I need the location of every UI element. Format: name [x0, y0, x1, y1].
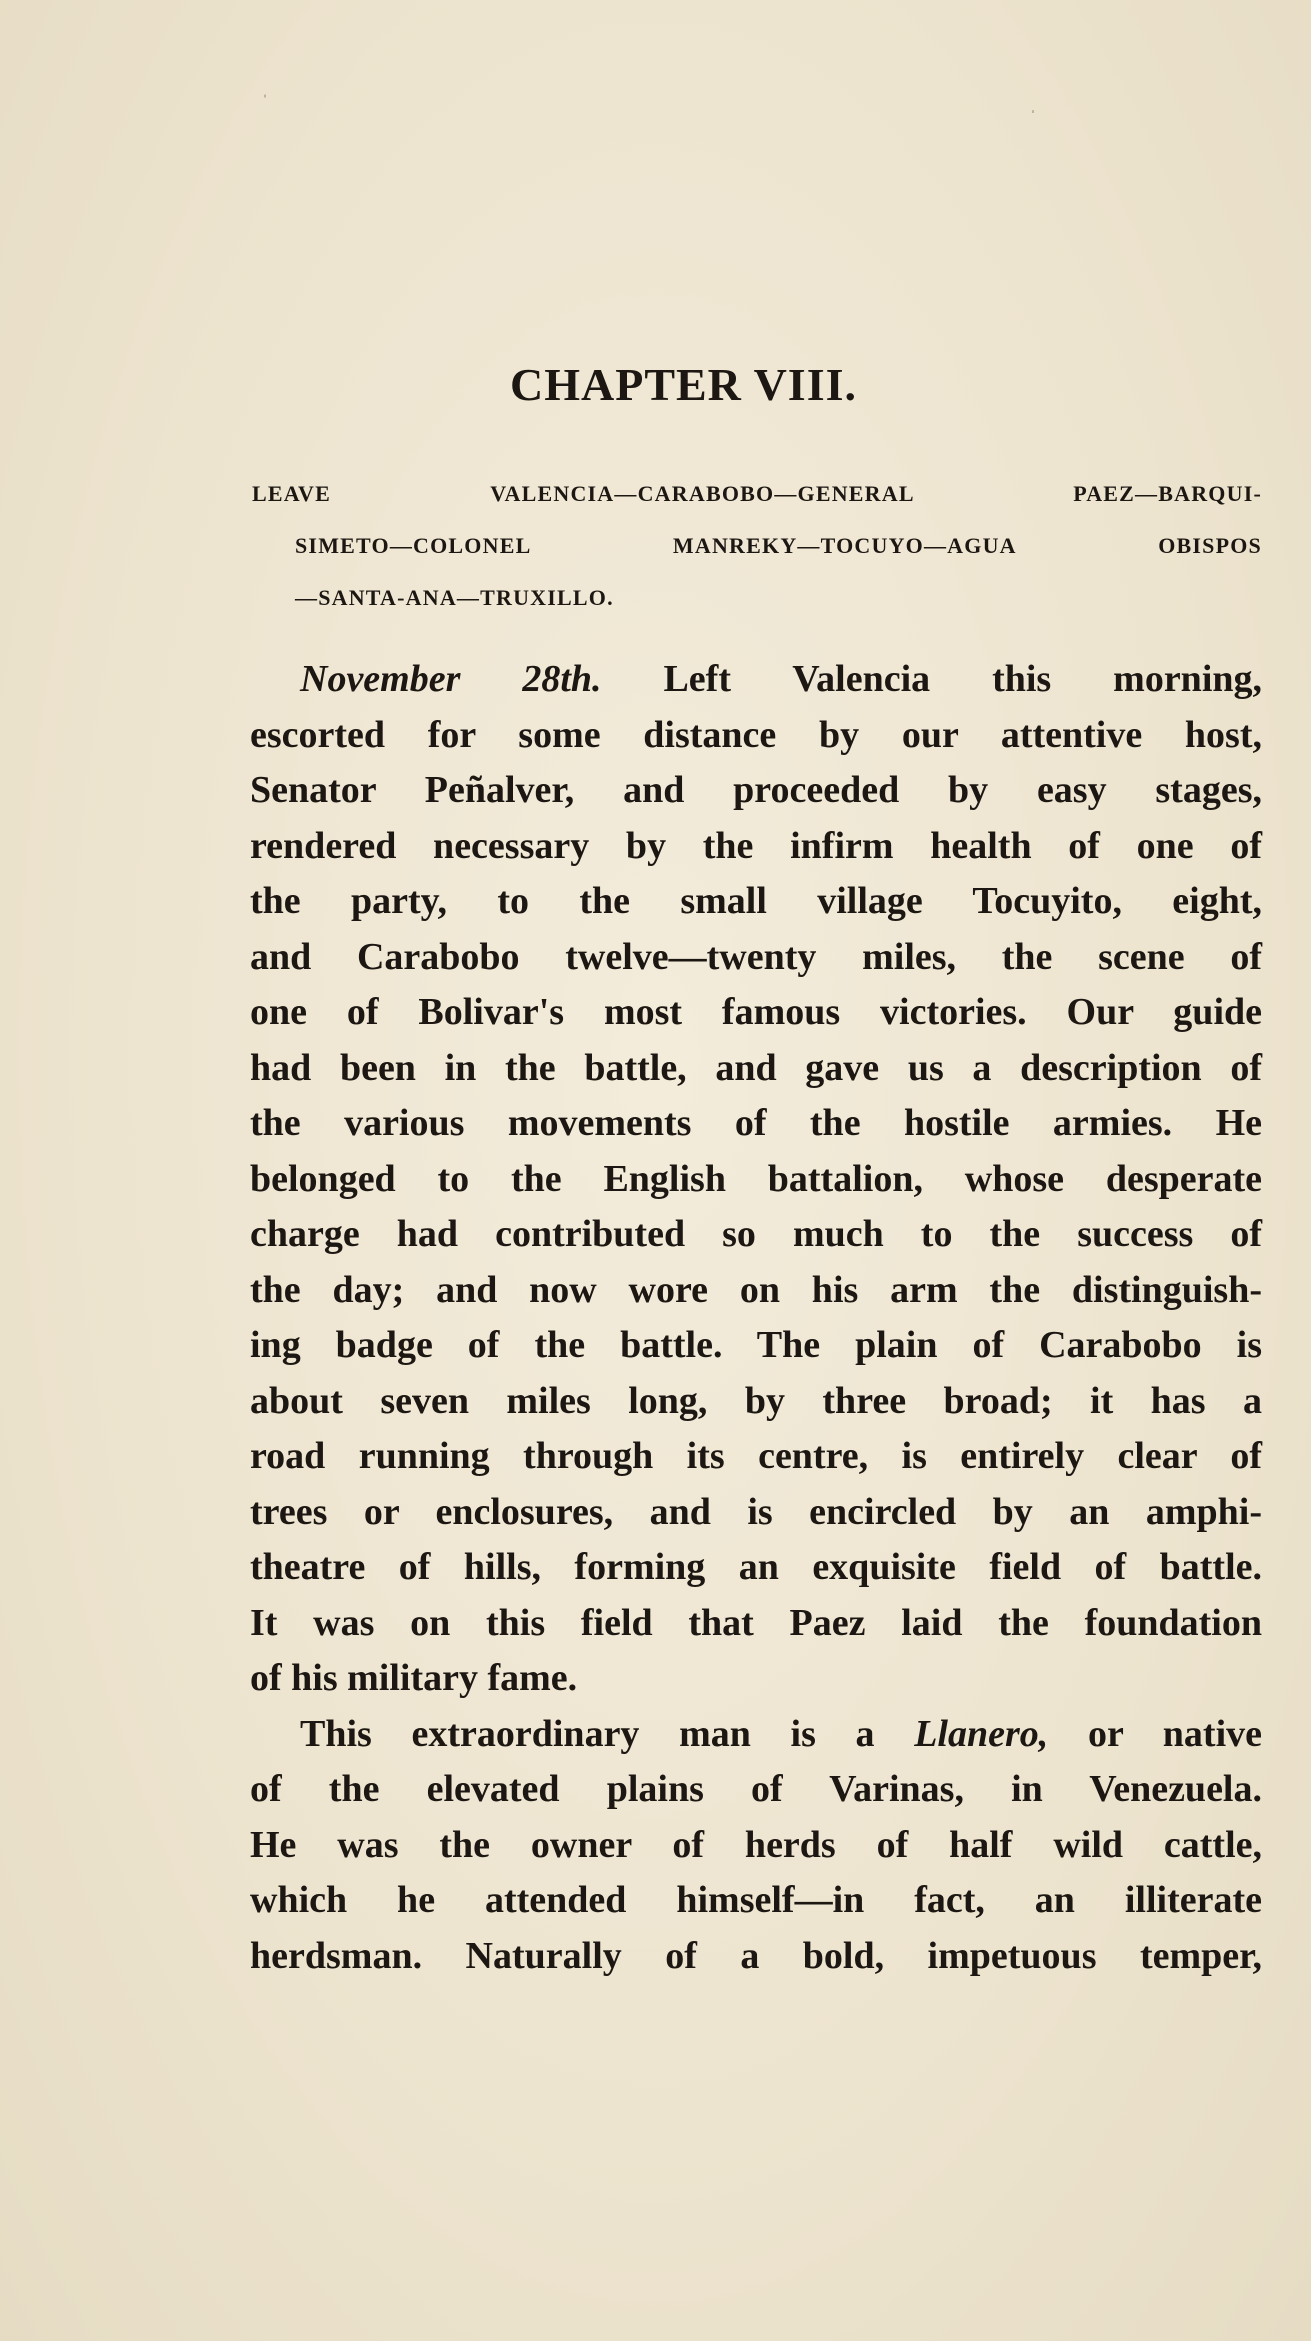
chapter-summary: [252, 468, 1262, 624]
text-line: Left Valencia this morning,: [663, 658, 1263, 700]
text-fragment: or native: [1087, 1712, 1263, 1755]
paragraph-first-line: [250, 652, 1262, 708]
text-line: He was the owner of herds of half wild cattle,: [250, 1823, 1262, 1866]
text-line: Senator Peñalver, and proceeded by easy stages,: [250, 769, 1262, 811]
text-line: It was on this field that Paez laid the foundation: [250, 1601, 1262, 1644]
page-speck: ˈ: [262, 91, 268, 111]
paragraph-first-line: [250, 1707, 1262, 1763]
chapter-title: CHAPTER VIII.: [510, 359, 857, 410]
text-line: and Carabobo twelve—twenty miles, the scene of: [250, 935, 1262, 978]
summary-line: LEAVE VALENCIA—CARABOBO—GENERAL PAEZ—BARQUI-: [252, 481, 1262, 506]
text-line: of the elevated plains of Varinas, in Venezuela.: [250, 1768, 1262, 1810]
summary-line: —SANTA-ANA—TRUXILLO.: [295, 585, 614, 610]
text-line: theatre of hills, forming an exquisite field of battle.: [250, 1546, 1262, 1588]
text-line: one of Bolivar's most famous victories. Our guide: [250, 991, 1262, 1033]
italic-term: Llanero,: [914, 1712, 1049, 1755]
entry-date: November 28th.: [300, 658, 602, 700]
body-text: [250, 652, 1262, 1984]
text-line: which he attended himself—in fact, an illiterate: [250, 1879, 1262, 1921]
text-line: had been in the battle, and gave us a description of: [250, 1046, 1262, 1089]
page-speck: ˌ: [1030, 93, 1036, 113]
text-line: rendered necessary by the infirm health of one of: [250, 824, 1262, 867]
text-line: escorted for some distance by our attentive host,: [250, 713, 1262, 756]
text-line: herdsman. Naturally of a bold, impetuous temper,: [250, 1934, 1262, 1977]
text-line: the day; and now wore on his arm the distinguish-: [250, 1268, 1262, 1311]
text-line: charge had contributed so much to the success of: [250, 1213, 1262, 1255]
text-line: road running through its centre, is entirely clear of: [250, 1435, 1262, 1477]
text-fragment: This extraordinary man is a: [300, 1712, 875, 1755]
text-line: ing badge of the battle. The plain of Carabobo is: [250, 1324, 1262, 1366]
text-line: the various movements of the hostile armies. He: [250, 1102, 1262, 1144]
text-line: of his military fame.: [250, 1657, 578, 1699]
text-line: the party, to the small village Tocuyito, eight,: [250, 880, 1262, 922]
summary-line: SIMETO—COLONEL MANREKY—TOCUYO—AGUA OBISPOS: [295, 533, 1262, 558]
text-line: about seven miles long, by three broad; it has a: [250, 1379, 1262, 1422]
text-line: trees or enclosures, and is encircled by an amphi-: [250, 1490, 1262, 1533]
text-line: belonged to the English battalion, whose desperate: [250, 1157, 1262, 1200]
